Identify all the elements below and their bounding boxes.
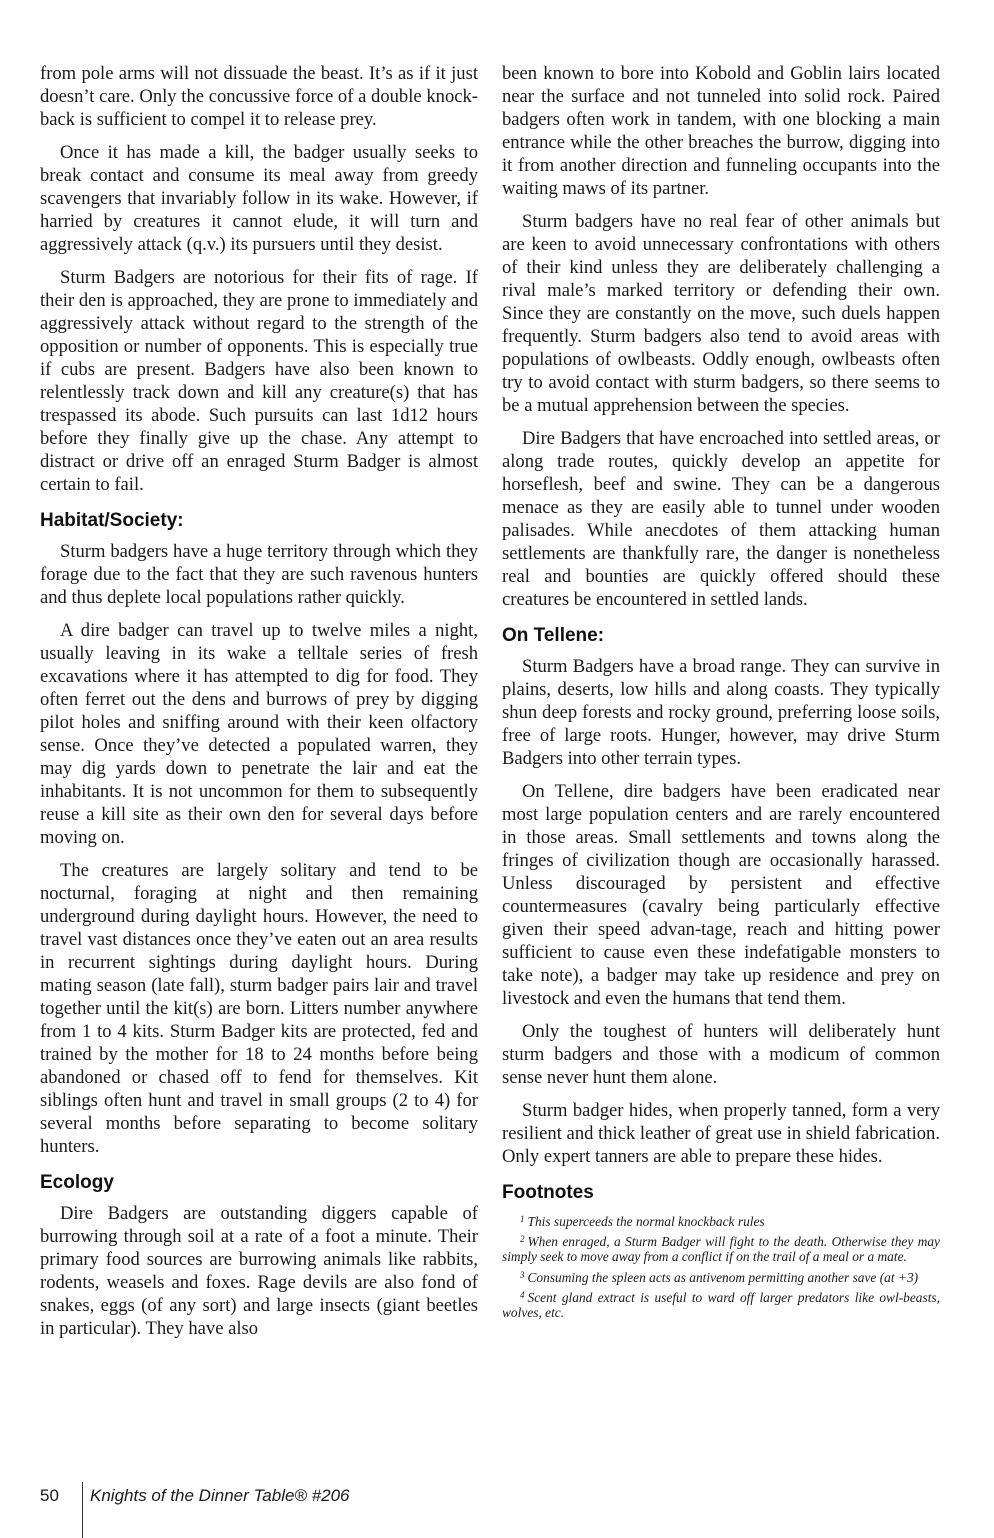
paragraph: Sturm badger hides, when properly tanned, form a very resilient and thick leather of great use in shield fabrication. Only expert tanners are able to prepare these hides. bbox=[502, 1100, 940, 1167]
section-heading-footnotes: Footnotes bbox=[502, 1182, 594, 1203]
paragraph: Dire Badgers that have encroached into settled areas, or along trade routes, quickly develop an appetite for horseflesh, beef and swine. They can be a dangerous menace as they are easily able to tunnel under wooden palisades. While anecdotes of them attacking human settlements are thankfully rare, the danger is nonetheless real and bounties are quickly offered should these creatures be encountered in settled lands. bbox=[502, 428, 940, 610]
section-heading-ecology: Ecology bbox=[40, 1172, 114, 1193]
footnote bbox=[502, 1232, 940, 1264]
footer-divider bbox=[82, 1482, 83, 1538]
left-column bbox=[40, 62, 478, 1350]
paragraph: been known to bore into Kobold and Goblin lairs located near the surface and not tunneled into solid rock. Paired badgers often work in tandem, with one blocking a main entrance while the other breaches the burrow, digging into it from another direction and funneling occupants into the waiting maws of its partner. bbox=[502, 63, 940, 199]
footnote-text: Scent gland extract is useful to ward off larger predators like owl-beasts, wolves, etc. bbox=[502, 1289, 940, 1321]
footnote bbox=[502, 1212, 940, 1229]
page-number: 50 bbox=[40, 1486, 59, 1505]
footnote bbox=[502, 1268, 940, 1285]
page-footer bbox=[0, 1482, 994, 1538]
section-heading-on-tellene: On Tellene: bbox=[502, 625, 605, 646]
footnote-text: This superceeds the normal knockback rules bbox=[527, 1214, 765, 1229]
paragraph: Dire Badgers are outstanding diggers capable of burrowing through soil at a rate of a foot a minute. Their primary food sources are burrowing animals like rabbits, rodents, weasels and foxes. Rage devils are also fond of snakes, eggs (of any sort) and large insects (giant beetles in particular). They have also bbox=[40, 1203, 478, 1339]
paragraph: Once it has made a kill, the badger usually seeks to break contact and consume its meal away from greedy scavengers that invariably follow in its wake. However, if harried by creatures it cannot elude, it will turn and aggressively attack (q.v.) its pursuers until they desist. bbox=[40, 142, 478, 255]
paragraph: A dire badger can travel up to twelve miles a night, usually leaving in its wake a telltale series of fresh excavations where it has attempted to dig for food. They often ferret out the dens and burrows of prey by digging pilot holes and sniffing around with their keen olfactory sense. Once they’ve detected a populated warren, they may dig yards down to penetrate the lair and eat the inhabitants. It is not uncommon for them to subsequently reuse a kill site as their own den for several days before moving on. bbox=[40, 620, 478, 848]
footnote-number: 1 bbox=[520, 1214, 525, 1224]
footnote-number: 2 bbox=[520, 1234, 525, 1245]
paragraph: Sturm Badgers have a broad range. They can survive in plains, deserts, low hills and along coasts. They typically shun deep forests and rocky ground, preferring loose soils, free of large roots. Hunger, however, may drive Sturm Badgers into other terrain types. bbox=[502, 656, 940, 769]
footnote bbox=[502, 1288, 940, 1320]
paragraph: Sturm badgers have no real fear of other animals but are keen to avoid unnecessary confrontations with others of their kind unless they are deliberately challenging a rival male’s marked territory or defending their own. Since they are constantly on the move, such duels happen frequently. Sturm badgers also tend to avoid areas with populations of owlbeasts. Oddly enough, owlbeasts often try to avoid contact with sturm badgers, so there seems to be a mutual apprehension between the species. bbox=[502, 211, 940, 416]
footnote-number: 4 bbox=[520, 1289, 525, 1300]
footnote-number: 3 bbox=[520, 1269, 525, 1280]
paragraph: from pole arms will not dissuade the beast. It’s as if it just doesn’t care. Only the concussive force of a double knock-back is sufficient to compel it to release prey. bbox=[40, 63, 478, 130]
paragraph: On Tellene, dire badgers have been eradicated near most large population centers and are rarely encountered in those areas. Small settlements and towns along the fringes of civilization though are occasionally harassed. Unless discouraged by persistent and effective countermeasures (cavalry being particularly effective given their speed advan-tage, reach and hitting power sufficient to cause even these indefatigable monsters to take note), a badger may take up residence and prey on livestock and even the humans that tend them. bbox=[502, 781, 940, 1009]
paragraph: The creatures are largely solitary and tend to be nocturnal, foraging at night and then remaining underground during daylight hours. However, the need to travel vast distances once they’ve eaten out an area results in recurrent sightings during daylight hours. During mating season (late fall), sturm badger pairs lair and travel together until the kit(s) are born. Litters number anywhere from 1 to 4 kits. Sturm Badger kits are protected, fed and trained by the mother for 18 to 24 months before being abandoned or chased off to fend for themselves. Kit siblings often hunt and travel in small groups (2 to 4) for several months before separating to become solitary hunters. bbox=[40, 860, 478, 1157]
paragraph: Only the toughest of hunters will deliberately hunt sturm badgers and those with a modicum of common sense never hunt them alone. bbox=[502, 1021, 940, 1088]
right-column bbox=[502, 62, 940, 1323]
footnote-text: Consuming the spleen acts as antivenom permitting another save (at +3) bbox=[527, 1269, 919, 1285]
footnote-text: When enraged, a Sturm Badger will fight to the death. Otherwise they may simply seek to move away from a conflict if on the trail of a meal or a mate. bbox=[502, 1234, 940, 1265]
publication-title: Knights of the Dinner Table® #206 bbox=[90, 1486, 350, 1505]
paragraph: Sturm Badgers are notorious for their fits of rage. If their den is approached, they are prone to immediately and aggressively attack without regard to the strength of the opposition or number of opponents. This is especially true if cubs are present. Badgers have also been known to relentlessly track down and kill any creature(s) that has trespassed its abode. Such pursuits can last 1d12 hours before they finally give up the chase. Any attempt to distract or drive off an enraged Sturm Badger is almost certain to fail. bbox=[40, 267, 478, 495]
section-heading-habitat: Habitat/Society: bbox=[40, 510, 184, 531]
paragraph: Sturm badgers have a huge territory through which they forage due to the fact that they are such ravenous hunters and thus deplete local populations rather quickly. bbox=[40, 541, 478, 608]
